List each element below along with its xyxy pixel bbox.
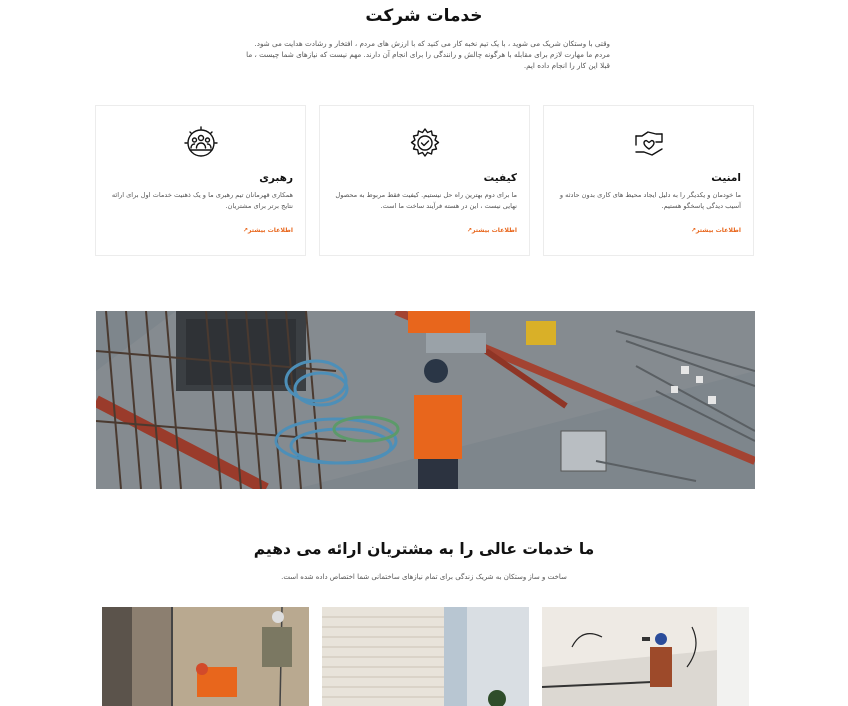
card-description: ما خودمان و یکدیگر را به دلیل ایجاد محیط های کاری بدون حادثه و آسیب دیدگی پاسخگو هستیم.: [559, 191, 741, 210]
gallery-photo-interior-worker: [542, 607, 749, 706]
card-description: همکاری قهرمانان تیم رهبری ما و یک ذهنیت خدمات اول برای ارائه نتایج برتر برای مشتریان.: [111, 191, 293, 210]
arrow-up-right-icon: ↗: [690, 227, 696, 234]
card-title: کیفیت: [483, 172, 517, 184]
more-info-link[interactable]: [688, 227, 741, 234]
handshake-heart-icon: [544, 126, 753, 160]
more-info-label: اطلاعات بیشتر: [471, 227, 517, 234]
arrow-up-right-icon: ↗: [242, 227, 248, 234]
service-card-quality: [319, 105, 530, 256]
gear-check-icon: [320, 126, 529, 160]
gallery-photo-building: [322, 607, 529, 706]
arrow-up-right-icon: ↗: [466, 227, 472, 234]
gallery-photo-climbers: [102, 607, 309, 706]
service-card-leadership: [95, 105, 306, 256]
more-info-link[interactable]: [464, 227, 517, 234]
card-title: امنیت: [711, 172, 741, 184]
more-info-link[interactable]: [240, 227, 293, 234]
card-description: ما برای دوم بهترین راه حل نیستیم. کیفیت فقط مربوط به محصول نهایی نیست ، این در هسته فرآیند ساخت ما است.: [335, 191, 517, 210]
card-title: رهبری: [259, 172, 293, 184]
services-title: خدمات شرکت: [365, 6, 483, 26]
offer-subtitle: ساخت و ساز وستکان به شریک زندگی برای تمام نیازهای ساختمانی شما اختصاص داده شده است.: [281, 573, 567, 581]
construction-site-photo: [96, 311, 755, 489]
team-leadership-icon: [96, 126, 305, 160]
more-info-label: اطلاعات بیشتر: [695, 227, 741, 234]
service-card-safety: [543, 105, 754, 256]
services-intro: وقتی با وستکان شریک می شوید ، با یک تیم نخبه کار می کنید که با ارزش های مردم ، افتخار و رشادت هدایت می شود. مردم ما مهارت لازم برای مقابله با هرگونه چالش و رانندگی را برای انجام آن دارند. مهم نیست که نیازهای شما چیست ، ما قبلا این کار را انجام داده ایم.: [246, 39, 610, 70]
more-info-label: اطلاعات بیشتر: [247, 227, 293, 234]
offer-title: ما خدمات عالی را به مشتریان ارائه می دهیم: [253, 540, 595, 558]
